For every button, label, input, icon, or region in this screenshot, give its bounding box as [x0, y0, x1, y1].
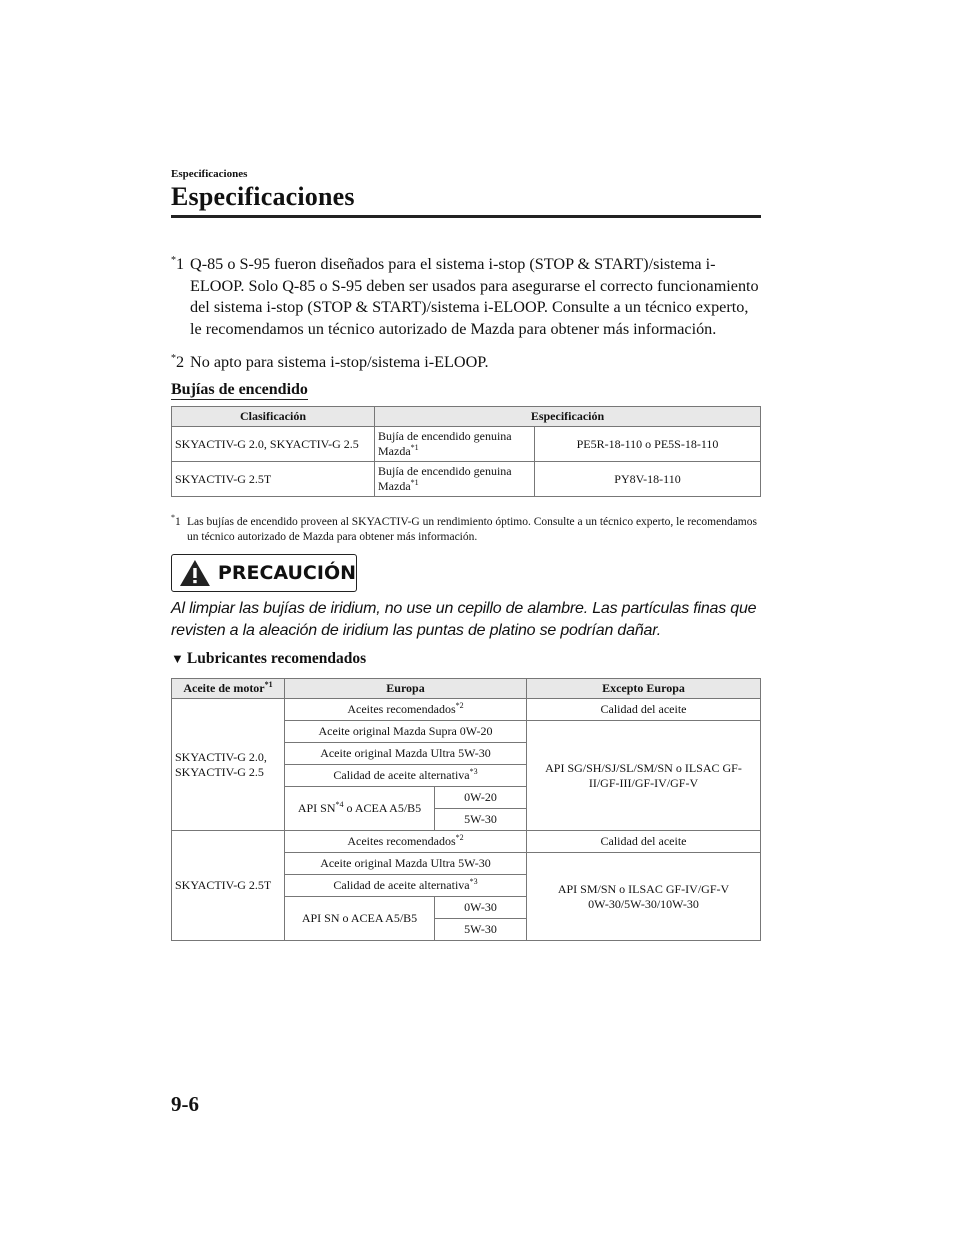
table-cell: Calidad de aceite alternativa$^{*3}$: [285, 875, 527, 897]
table-cell: Aceite original Mazda Ultra 5W-30: [285, 853, 527, 875]
page-title: Especificaciones: [171, 182, 355, 211]
footnote-1: *1 Q-85 o S-95 fueron diseñados para el sistema i-stop (STOP & START)/sistema i-ELOOP. Solo Q-85 o S-95 deben ser usados para asegurarse el correcto funcionamiento del sistema i-stop (STOP & START)/sistema i-ELOOP. Consulte a un técnico experto, le recomendamos un técnico autorizado de Mazda para obtener más información.: [171, 254, 761, 340]
table-cell: Aceite original Mazda Supra 0W-20: [285, 721, 527, 743]
title-divider: [171, 215, 761, 218]
caution-banner: [171, 554, 357, 592]
table-cell: SKYACTIV-G 2.5T: [172, 831, 285, 941]
table-row: [172, 831, 761, 853]
table-cell: Calidad del aceite: [527, 699, 761, 721]
spark-plugs-table: [171, 406, 761, 497]
column-header-classification: Clasificación: [172, 407, 375, 427]
table-cell: API SN o ACEA A5/B5: [285, 897, 435, 941]
spark-footnote-text: Las bujías de encendido proveen al SKYACTIV-G un rendimiento óptimo. Consulte a un técnico experto, le recomendamos un técnico autorizado de Mazda para obtener más información.: [187, 516, 757, 543]
table-cell: PE5R-18-110 o PE5S-18-110: [535, 427, 761, 462]
column-header-europe: Europa: [285, 679, 527, 699]
section-triangle-icon: ▼: [171, 651, 184, 666]
table-cell: Calidad del aceite: [527, 831, 761, 853]
table-header-row: [172, 679, 761, 699]
footnote-2-text: No apto para sistema i-stop/sistema i-ELOOP.: [190, 353, 489, 371]
column-header-engine-oil: Aceite de motor$^{*1}$: [172, 679, 285, 699]
spark-plugs-heading: Bujías de encendido: [171, 381, 308, 398]
table-cell: 5W-30: [435, 809, 527, 831]
footnote-2: *2 No apto para sistema i-stop/sistema i-ELOOP.: [171, 352, 761, 374]
table-cell: Aceite original Mazda Ultra 5W-30: [285, 743, 527, 765]
table-cell: Aceites recomendados$^{*2}$: [285, 831, 527, 853]
table-cell: PY8V-18-110: [535, 462, 761, 497]
table-row: [172, 462, 761, 497]
table-row: [172, 427, 761, 462]
table-cell: API SG/SH/SJ/SL/SM/SN o ILSAC GF-II/GF-III/GF-IV/GF-V: [527, 721, 761, 831]
table-cell: SKYACTIV-G 2.5T: [172, 462, 375, 497]
table-cell: 0W-20: [435, 787, 527, 809]
spark-footnote: *1 Las bujías de encendido proveen al SKYACTIV-G un rendimiento óptimo. Consulte a un técnico experto, le recomendamos un técnico autorizado de Mazda para obtener más información.: [171, 515, 761, 545]
caution-text: Al limpiar las bujías de iridium, no use un cepillo de alambre. Las partículas finas que revisten a la aleación de iridium las puntas de platino se podrían dañar.: [171, 600, 757, 639]
lubricants-table: [171, 678, 761, 941]
table-cell: 0W-30: [435, 897, 527, 919]
column-header-specification: Especificación: [375, 407, 761, 427]
table-cell: Aceites recomendados$^{*2}$: [285, 699, 527, 721]
footnote-1-text: Q-85 o S-95 fueron diseñados para el sistema i-stop (STOP & START)/sistema i-ELOOP. Solo Q-85 o S-95 deben ser usados para asegurarse el correcto funcionamiento del sistema i-stop (STOP & START)/sistema i-ELOOP. Consulte a un técnico experto, le recomendamos un técnico autorizado de Mazda para obtener más información.: [190, 255, 759, 338]
caution-label: PRECAUCIÓN: [217, 562, 356, 584]
table-cell: API SM/SN o ILSAC GF-IV/GF-V 0W-30/5W-30/10W-30: [527, 853, 761, 941]
page-number: 9-6: [171, 1092, 199, 1116]
table-row: [172, 699, 761, 721]
table-cell: API SN$^{*4}$ o ACEA A5/B5: [285, 787, 435, 831]
section-label: Especificaciones: [171, 168, 248, 180]
table-header-row: [172, 407, 761, 427]
table-cell: Bujía de encendido genuina Mazda$^{*1}$: [375, 462, 535, 497]
lubricants-heading: ▼ Lubricantes recomendados: [171, 650, 367, 667]
table-cell: SKYACTIV-G 2.0, SKYACTIV-G 2.5: [172, 699, 285, 831]
warning-triangle-icon: [178, 558, 212, 588]
table-cell: 5W-30: [435, 919, 527, 941]
table-cell: SKYACTIV-G 2.0, SKYACTIV-G 2.5: [172, 427, 375, 462]
table-cell: Calidad de aceite alternativa$^{*3}$: [285, 765, 527, 787]
table-cell: Bujía de encendido genuina Mazda$^{*1}$: [375, 427, 535, 462]
column-header-non-europe: Excepto Europa: [527, 679, 761, 699]
